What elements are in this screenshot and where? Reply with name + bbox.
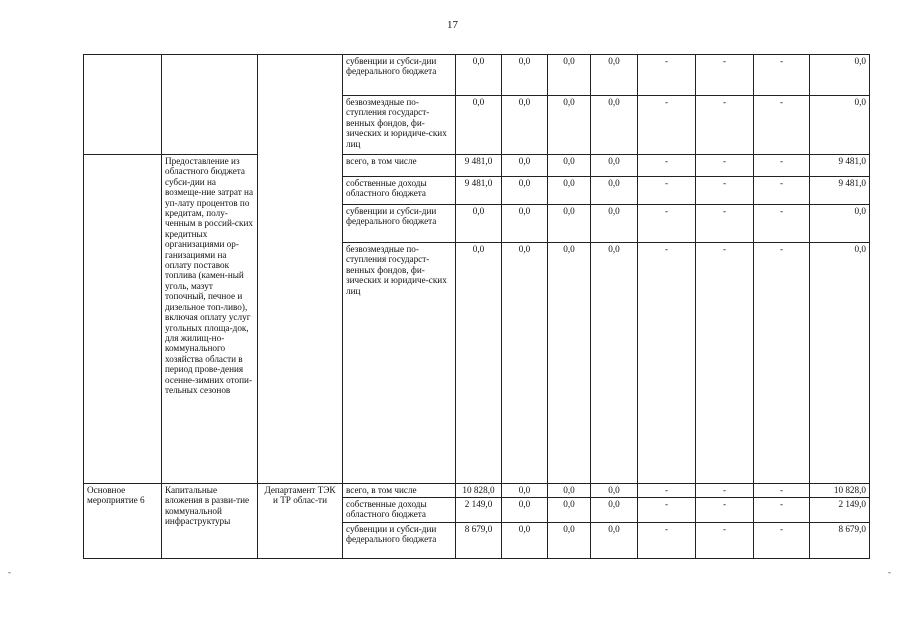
empty-cell bbox=[162, 55, 258, 155]
value-cell: 0,0 bbox=[548, 96, 591, 155]
value-cell: 0,0 bbox=[548, 498, 591, 523]
value-cell: - bbox=[638, 243, 696, 484]
activity-description: Капитальные вложения в разви-тие коммунальной инфраструктуры bbox=[162, 484, 258, 559]
value-cell: 2 149,0 bbox=[456, 498, 502, 523]
value-cell: 0,0 bbox=[502, 177, 548, 205]
value-cell: 0,0 bbox=[502, 498, 548, 523]
funding-source: всего, в том числе bbox=[343, 155, 456, 177]
activity-description: Предоставление из областного бюджета субси-дии на возмеще-ние затрат на уп-лату процентов по кредитам, полу-ченным в россий-ских кредитных организациями ор-ганизациями на оплату поставок топлива (камен-ный уголь, мазут топочный, печное и дизельное топ-ливо), включая оплату услуг угольных площа-док, для жилищ-но-коммунального хозяйства области в период прове-дения осенне-зимних отопи-тельных сезонов bbox=[162, 155, 258, 484]
value-cell: - bbox=[696, 155, 754, 177]
empty-cell bbox=[258, 55, 343, 484]
value-cell: - bbox=[696, 484, 754, 498]
value-cell: - bbox=[696, 177, 754, 205]
value-cell: 0,0 bbox=[591, 484, 638, 498]
value-cell: 0,0 bbox=[591, 243, 638, 484]
value-cell: 0,0 bbox=[502, 205, 548, 243]
main-activity-label: Основное мероприятие 6 bbox=[84, 484, 162, 559]
value-cell: - bbox=[754, 177, 810, 205]
edge-mark: - bbox=[8, 567, 11, 577]
value-cell: - bbox=[754, 498, 810, 523]
funding-source: субвенции и субси-дии федерального бюджета bbox=[343, 55, 456, 96]
value-cell: - bbox=[638, 523, 696, 559]
funding-source: безвозмездные по-ступления государст-венных фондов, фи-зических и юридиче-ских лиц bbox=[343, 96, 456, 155]
value-cell: - bbox=[696, 55, 754, 96]
value-cell: 0,0 bbox=[591, 205, 638, 243]
value-cell: - bbox=[754, 55, 810, 96]
value-cell: 0,0 bbox=[591, 177, 638, 205]
value-cell: - bbox=[638, 484, 696, 498]
value-cell: 0,0 bbox=[502, 55, 548, 96]
value-cell: - bbox=[638, 498, 696, 523]
value-cell: - bbox=[696, 96, 754, 155]
total-cell: 0,0 bbox=[810, 205, 870, 243]
funding-source: всего, в том числе bbox=[343, 484, 456, 498]
value-cell: - bbox=[638, 55, 696, 96]
page-number: 17 bbox=[447, 19, 458, 31]
value-cell: 0,0 bbox=[502, 243, 548, 484]
value-cell: 0,0 bbox=[456, 96, 502, 155]
total-cell: 0,0 bbox=[810, 55, 870, 96]
executor-cell: Департамент ТЭК и ТР облас-ти bbox=[258, 484, 343, 559]
value-cell: 0,0 bbox=[591, 498, 638, 523]
value-cell: - bbox=[696, 205, 754, 243]
value-cell: - bbox=[754, 484, 810, 498]
total-cell: 10 828,0 bbox=[810, 484, 870, 498]
value-cell: - bbox=[696, 243, 754, 484]
value-cell: 0,0 bbox=[548, 523, 591, 559]
total-cell: 9 481,0 bbox=[810, 177, 870, 205]
value-cell: 0,0 bbox=[548, 484, 591, 498]
value-cell: 0,0 bbox=[502, 484, 548, 498]
value-cell: 9 481,0 bbox=[456, 177, 502, 205]
value-cell: 10 828,0 bbox=[456, 484, 502, 498]
value-cell: 0,0 bbox=[456, 243, 502, 484]
value-cell: 0,0 bbox=[548, 205, 591, 243]
value-cell: 0,0 bbox=[591, 155, 638, 177]
total-cell: 2 149,0 bbox=[810, 498, 870, 523]
budget-table bbox=[83, 54, 870, 559]
value-cell: - bbox=[754, 155, 810, 177]
table-row bbox=[84, 55, 870, 96]
value-cell: 0,0 bbox=[548, 155, 591, 177]
value-cell: 0,0 bbox=[548, 243, 591, 484]
value-cell: 0,0 bbox=[548, 177, 591, 205]
funding-source: собственные доходы областного бюджета bbox=[343, 177, 456, 205]
table-row bbox=[84, 484, 870, 498]
value-cell: 0,0 bbox=[502, 155, 548, 177]
value-cell: - bbox=[638, 205, 696, 243]
value-cell: 8 679,0 bbox=[456, 523, 502, 559]
edge-mark: - bbox=[888, 567, 891, 577]
value-cell: - bbox=[754, 243, 810, 484]
value-cell: 9 481,0 bbox=[456, 155, 502, 177]
table-row bbox=[84, 155, 870, 177]
empty-cell bbox=[84, 155, 162, 484]
total-cell: 8 679,0 bbox=[810, 523, 870, 559]
value-cell: 0,0 bbox=[502, 523, 548, 559]
funding-source: субвенции и субси-дии федерального бюджета bbox=[343, 523, 456, 559]
value-cell: - bbox=[638, 177, 696, 205]
funding-source: собственные доходы областного бюджета bbox=[343, 498, 456, 523]
value-cell: - bbox=[754, 523, 810, 559]
value-cell: 0,0 bbox=[591, 55, 638, 96]
value-cell: - bbox=[638, 155, 696, 177]
total-cell: 9 481,0 bbox=[810, 155, 870, 177]
funding-source: безвозмездные по-ступления государст-венных фондов, фи-зических и юридиче-ских лиц bbox=[343, 243, 456, 484]
total-cell: 0,0 bbox=[810, 96, 870, 155]
value-cell: - bbox=[754, 205, 810, 243]
value-cell: 0,0 bbox=[456, 55, 502, 96]
total-cell: 0,0 bbox=[810, 243, 870, 484]
value-cell: 0,0 bbox=[591, 96, 638, 155]
value-cell: - bbox=[754, 96, 810, 155]
value-cell: - bbox=[696, 498, 754, 523]
value-cell: - bbox=[696, 523, 754, 559]
value-cell: 0,0 bbox=[591, 523, 638, 559]
value-cell: 0,0 bbox=[502, 96, 548, 155]
funding-source: субвенции и субси-дии федерального бюджета bbox=[343, 205, 456, 243]
empty-cell bbox=[84, 55, 162, 155]
value-cell: 0,0 bbox=[548, 55, 591, 96]
value-cell: 0,0 bbox=[456, 205, 502, 243]
value-cell: - bbox=[638, 96, 696, 155]
